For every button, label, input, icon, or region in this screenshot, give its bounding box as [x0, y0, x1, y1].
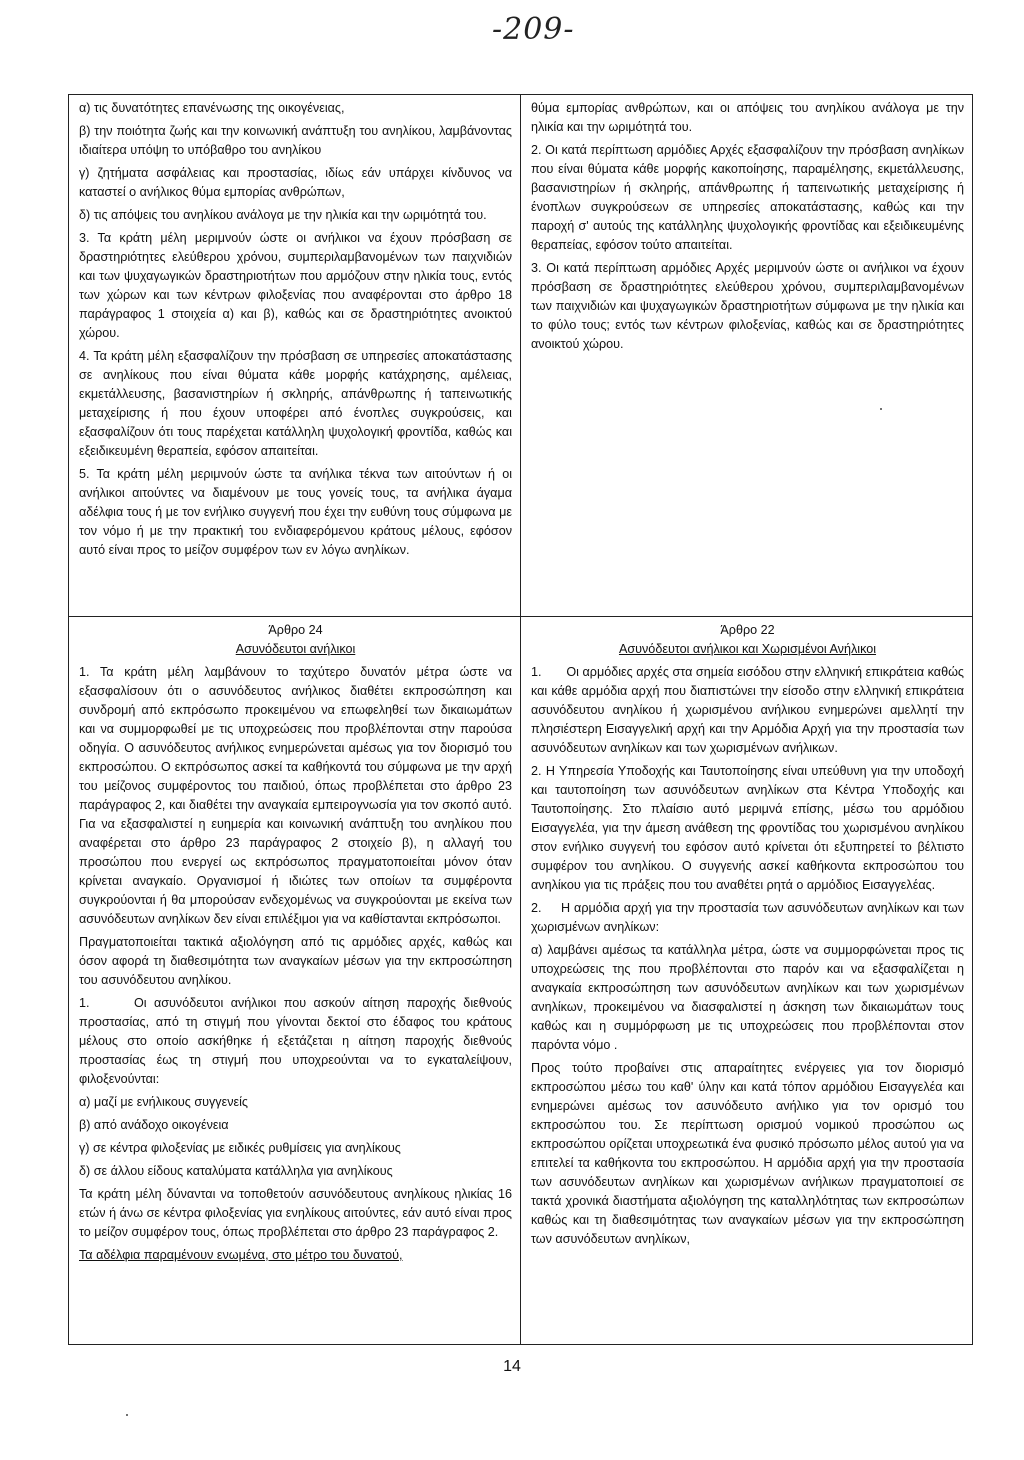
paragraph: Πραγματοποιείται τακτικά αξιολόγηση από τις αρμόδιες αρχές, καθώς και όσον αφορά τη διαθεσιμότητα των αναγκαίων μέσων για την εκπροσώπηση του ασυνόδευτου ανηλίκου. [79, 935, 512, 987]
top-left-cell [69, 95, 521, 617]
paragraph: δ) τις απόψεις του ανηλίκου ανάλογα με την ηλικία και την ωριμότητά του. [79, 208, 487, 222]
page-number: 14 [503, 1358, 521, 1375]
list-item: β) από ανάδοχο οικογένεια [79, 1118, 229, 1132]
paragraph: 1. Οι ασυνόδευτοι ανήλικοι που ασκούν αίτηση παροχής διεθνούς προστασίας, από τη στιγμή που γίνονται δεκτοί στο έδαφος του κράτους μέλους στο οποίο ασκήθηκε ή εξετάζεται η αίτηση παροχής διεθνούς προστασίας έως τη στιγμή που υποχρεούνται να το εγκαταλείψουν, φιλοξενούνται: [79, 996, 512, 1086]
paragraph: Τα κράτη μέλη δύνανται να τοποθετούν ασυνόδευτους ανηλίκους ηλικίας 16 ετών ή άνω σε κέντρα φιλοξενίας για ενηλίκους αιτούντες, εάν αυτό είναι προς το μείζον συμφέρον τους, όπως προβλέπεται στο άρθρο 23 παράγραφος 2. [79, 1187, 512, 1239]
top-right-cell [521, 95, 973, 617]
paragraph: 1. Οι αρμόδιες αρχές στα σημεία εισόδου στην ελληνική επικράτεια καθώς και κάθε αρμόδια αρχή που διαπιστώνει την είσοδο στην ελληνική επικράτεια ασυνόδευτου ανηλίκου ή χωρισμένου ανήλικου ενημερώνει αμελλητί την πλησιέστερη Εισαγγελική αρχή και την Αρμόδια Αρχή για την προστασία των ασυνόδευτων ανηλίκων και των χωρισμένων ανήλικων. [531, 665, 964, 755]
paragraph: α) λαμβάνει αμέσως τα κατάλληλα μέτρα, ώστε να συμμορφώνεται προς τις υποχρεώσεις της που προβλέπονται στο παρόν και να εξασφαλίζεται η αναγκαία εκπροσώπηση των ασυνόδευτων ανηλίκων και των χωρισμένων ανηλίκων, προκειμένου να διασφαλιστεί η άσκηση των δικαιωμάτων τους καθώς και η συμμόρφωση με τις υποχρεώσεις που προβλέπονται στον παρόντα νόμο . [531, 943, 964, 1052]
paragraph: 2. Η αρμόδια αρχή για την προστασία των ασυνόδευτων ανηλίκων και των χωρισμένων ανηλίκων: [531, 901, 964, 934]
paragraph: α) τις δυνατότητες επανένωσης της οικογένειας, [79, 101, 345, 115]
article-heading: Άρθρο 24 [268, 623, 323, 637]
paragraph: 3. Οι κατά περίπτωση αρμόδιες Αρχές μεριμνούν ώστε οι ανήλικοι να έχουν πρόσβαση σε δραστηριότητες ελεύθερου χρόνου, συμπεριλαμβανομένων των παιχνιδιών και ψυχαγωγικών δραστηριοτήτων σύμφωνα με την ηλικία και το φύλο τους; εντός των κέντρων φιλοξενίας, καθώς και σε δραστηριότητες ανοικτού χώρου. [531, 261, 964, 351]
article-heading: Άρθρο 22 [720, 623, 775, 637]
paragraph: 2. Οι κατά περίπτωση αρμόδιες Αρχές εξασφαλίζουν την πρόσβαση ανηλίκων που είναι θύματα κάθε μορφής κακοποίησης, παραμέλησης, εκμετάλλευσης, βασανιστηρίων ή σκληρής, απάνθρωπης ή ταπεινωτικής μεταχείρισης ή ένοπλων συγκρούσεων σε υπηρεσίες αποκατάστασης, καθώς και την παροχή σ' αυτούς της κατάλληλης ψυχολογικής φροντίδας και εξειδικευμένης θεραπείας, εφόσον τούτο απαιτείται. [531, 143, 964, 252]
paragraph: 5. Τα κράτη μέλη μεριμνούν ώστε τα ανήλικα τέκνα των αιτούντων ή οι ανήλικοι αιτούντες να διαμένουν με τους γονείς τους, τα ανήλικα άγαμα αδέλφια τους ή με τον ενήλικο συγγενή που έχει την ευθύνη τους σύμφωνα με τον νόμο ή με την πρακτική του ενδιαφερόμενου κράτους μέλους, εφόσον αυτό είναι προς το μείζον συμφέρον των εν λόγω ανηλίκων. [79, 467, 512, 557]
handwritten-page-number: -209- [492, 12, 575, 47]
table-row [69, 95, 973, 617]
paragraph: 1. Τα κράτη μέλη λαμβάνουν το ταχύτερο δυνατόν μέτρα ώστε να εξασφαλίσουν ότι ο ασυνόδευτος ανήλικος διαθέτει εκπροσώπηση και συνδρομή από εκπρόσωπο προκειμένου να επωφεληθεί των δικαιωμάτων και να συμμορφωθεί με τις υποχρεώσεις που προβλέπονται στην παρούσα οδηγία. Ο ασυνόδευτος ανήλικος ενημερώνεται αμέσως για τον διορισμό του εκπροσώπου. Ο εκπρόσωπος ασκεί τα καθήκοντά του σύμφωνα με την αρχή του μείζονος συμφέροντος του παιδιού, όπως προβλέπεται στο άρθρο 23 παράγραφος 2, και διαθέτει την αναγκαία εμπειρογνωσία για τον σκοπό αυτό. Για να εξασφαλιστεί η ευημερία και κοινωνική ανάπτυξη του ανηλίκου που αναφέρεται στο άρθρο 23 παράγραφος 2 στοιχείο β), η αλλαγή του προσώπου που ενεργεί ως εκπρόσωπος πραγματοποιείται μόνον όταν κρίνεται αναγκαίο. Οργανισμοί ή ιδιώτες των οποίων τα συμφέροντα συγκρούονται ή θα μπορούσαν ενδεχομένως να συγκρούονται με εκείνα των ασυνόδευτων ανηλίκων δεν είναι επιλέξιμοι για να καθίστανται εκπρόσωποι. [79, 665, 512, 926]
bottom-left-cell [69, 617, 521, 1345]
list-item: δ) σε άλλου είδους καταλύματα κατάλληλα για ανηλίκους [79, 1164, 393, 1178]
paragraph: Τα αδέλφια παραμένουν ενωμένα, στο μέτρο του δυνατού, [79, 1248, 403, 1262]
paragraph: 4. Τα κράτη μέλη εξασφαλίζουν την πρόσβαση σε υπηρεσίες αποκατάστασης σε ανηλίκους που είναι θύματα κάθε μορφής κατάχρησης, αμέλειας, εκμετάλλευσης, βασανιστηρίων ή σκληρής, απάνθρωπης ή ταπεινωτικής μεταχείρισης ή που έχουν υποφέρει από ένοπλες συγκρούσεις, και εξασφαλίζουν ότι τους παρέχεται κατάλληλη ψυχολογική φροντίδα, καθώς και εξειδικευμένη θεραπεία, εφόσον απαιτείται. [79, 349, 512, 458]
list-item: α) μαζί με ενήλικους συγγενείς [79, 1095, 248, 1109]
bottom-right-cell [521, 617, 973, 1345]
comparison-table [68, 94, 973, 1345]
list-item: γ) σε κέντρα φιλοξενίας με ειδικές ρυθμίσεις για ανηλίκους [79, 1141, 401, 1155]
paragraph: θύμα εμπορίας ανθρώπων, και οι απόψεις του ανηλίκου ανάλογα με την ηλικία και την ωριμότητά του. [531, 101, 964, 134]
article-subtitle: Ασυνόδευτοι ανήλικοι [235, 642, 356, 656]
paragraph: 3. Τα κράτη μέλη μεριμνούν ώστε οι ανήλικοι να έχουν πρόσβαση σε δραστηριότητες ελεύθερου χρόνου, συμπεριλαμβανομένων των παιχνιδιών και των ψυχαγωγικών δραστηριοτήτων που αρμόζουν στην ηλικία τους, εντός των χώρων και των κέντρων φιλοξενίας που αναφέρονται στο άρθρο 18 παράγραφος 1 στοιχεία α) και β), καθώς και σε δραστηριότητες ανοικτού χώρου. [79, 231, 512, 340]
paragraph: γ) ζητήματα ασφάλειας και προστασίας, ιδίως εάν υπάρχει κίνδυνος να καταστεί ο ανήλικος θύμα εμπορίας ανθρώπων, [79, 166, 512, 199]
table-row [69, 617, 973, 1345]
paragraph: Προς τούτο προβαίνει στις απαραίτητες ενέργειες για τον διορισμό εκπροσώπου μέσω του καθ' ύλην και κατά τόπον αρμόδιου Εισαγγελέα και ενημερώνει αμέσως τον ασυνόδευτο ανήλικο για τον ορισμό του εκπροσώπου του. Σε περίπτωση ορισμού νομικού προσώπου ως εκπροσώπου ορίζεται υποχρεωτικά ένα φυσικό πρόσωπο μέλος αυτού για να επιτελεί τα καθήκοντα του εκπροσώπου. Η αρμόδια αρχή για την προστασία των ασυνόδευτων ανηλίκων και χωρισμένων ανήλικων πραγματοποιεί σε τακτά χρονικά διαστήματα αξιολόγηση της καταλληλότητας των εκπροσώπων καθώς και τη διαθεσιμότητας των αναγκαίων μέσων για την εκπροσώπηση των ασυνόδευτων ανηλίκων, [531, 1061, 964, 1246]
paragraph: β) την ποιότητα ζωής και την κοινωνική ανάπτυξη του ανηλίκου, λαμβάνοντας ιδιαίτερα υπόψη το υπόβαθρο του ανηλίκου [79, 124, 512, 157]
scan-speck [880, 408, 882, 410]
article-subtitle: Ασυνόδευτοι ανήλικοι και Χωρισμένοι Ανήλικοι [618, 642, 877, 656]
scan-speck [126, 1414, 128, 1416]
paragraph: 2. Η Υπηρεσία Υποδοχής και Ταυτοποίησης είναι υπεύθυνη για την υποδοχή και ταυτοποίηση των ασυνόδευτων ανηλίκων στα Κέντρα Υποδοχής και Ταυτοποίησης. Στο πλαίσιο αυτό μεριμνά επίσης, μέσω του αρμόδιου Εισαγγελέα, για την άμεση ανάθεση της φροντίδας του χωρισμένου ανηλίκου στον ενήλικο συγγενή του εφόσον αυτό κρίνεται ότι εξυπηρετεί το βέλτιστο συμφέρον του ανηλίκου. Ο συγγενής ασκεί καθήκοντα εκπροσώπου του ανηλίκου για τις πράξεις που του αναθέτει ρητά ο αρμόδιος Εισαγγελέας. [531, 764, 964, 892]
